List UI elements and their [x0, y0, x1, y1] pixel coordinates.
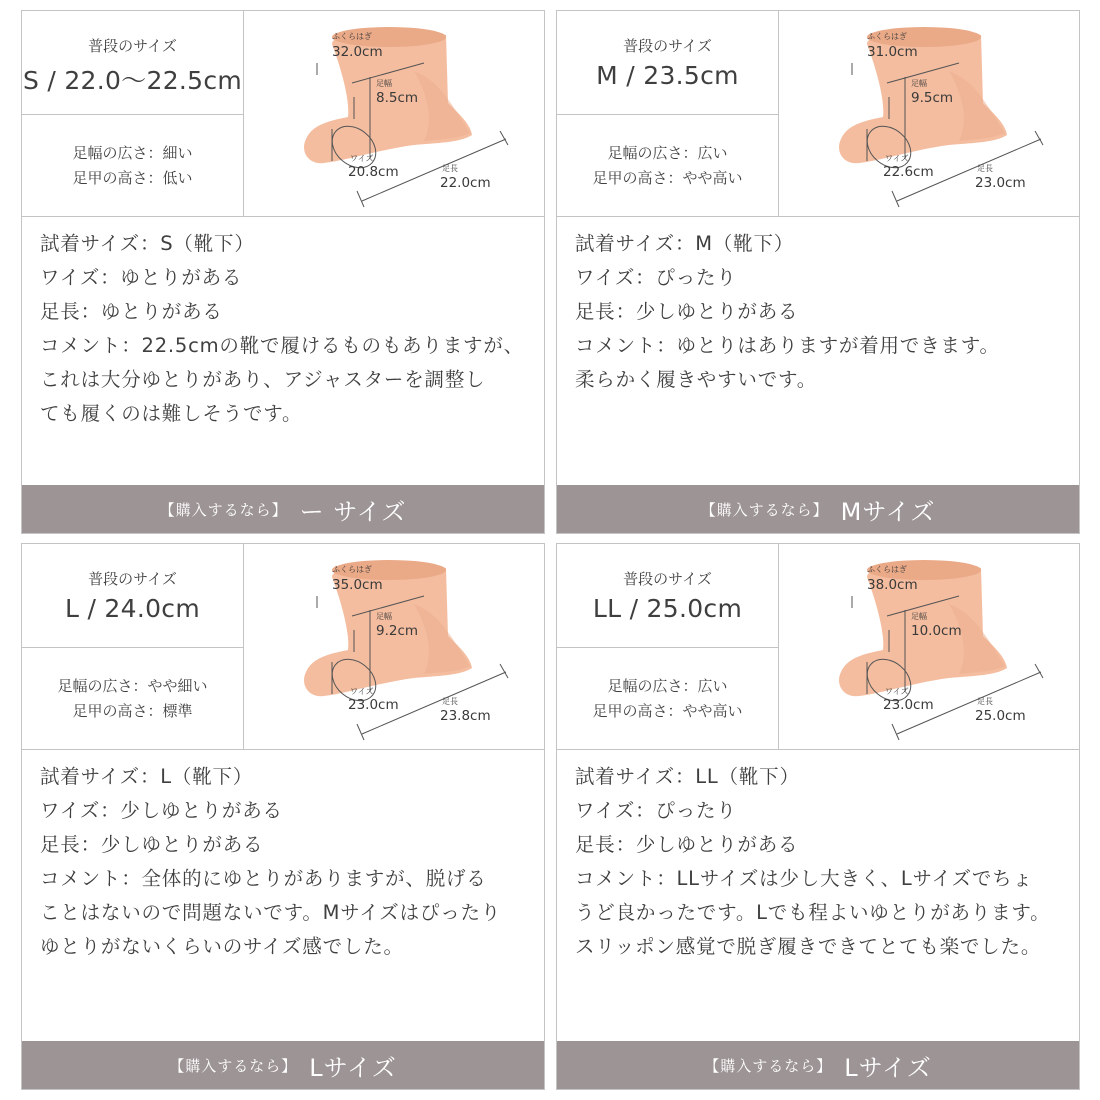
usual-size-box: [22, 11, 243, 115]
length-tick-end: [1035, 131, 1043, 145]
foot-illustration: [779, 544, 1079, 750]
foot-width-trait: 足幅の広さ：広い: [607, 677, 728, 695]
size-info-panel: [557, 11, 779, 217]
length-tick-start: [357, 191, 364, 207]
review-line: 試着サイズ：M（靴下）: [575, 232, 795, 255]
instep-height-trait: 足甲の高さ：低い: [72, 169, 193, 187]
review-line: 足長：少しゆとりがある: [40, 833, 264, 856]
purchase-prefix: 【購入するなら】: [169, 1056, 298, 1075]
foot-illustration: [244, 11, 544, 217]
review-line: ワイズ：ぴったり: [575, 799, 737, 822]
wise-value: 20.8cm: [348, 164, 399, 180]
usual-size-box: [557, 544, 778, 648]
purchase-prefix: 【購入するなら】: [159, 500, 288, 519]
purchase-recommendation-bar: [557, 485, 1079, 533]
fitting-review: [22, 217, 544, 431]
foot-width-caption: 足幅: [376, 612, 392, 621]
calf-caption: ふくらはぎ: [332, 32, 372, 41]
usual-size-value: L / 24.0cm: [64, 594, 200, 623]
review-line: これは大分ゆとりがあり、アジャスターを調整し: [40, 368, 486, 391]
length-tick-end: [500, 664, 508, 678]
foot-traits: [557, 115, 778, 217]
foot-traits: [557, 648, 778, 750]
review-line: コメント：LLサイズは少し大きく、Lサイズでちょ: [575, 867, 1033, 890]
usual-size-value: LL / 25.0cm: [592, 594, 743, 623]
size-card-s: [21, 10, 545, 534]
review-line: 試着サイズ：S（靴下）: [40, 232, 255, 255]
purchase-size: Lサイズ: [309, 1053, 397, 1082]
size-card-m: [556, 10, 1080, 534]
review-line: 足長：ゆとりがある: [40, 300, 223, 323]
review-line: スリッポン感覚で脱ぎ履きできてとても楽でした。: [575, 935, 1042, 958]
usual-size-label: 普段のサイズ: [88, 570, 177, 588]
foot-measurement-diagram: [779, 11, 1079, 217]
purchase-recommendation-bar: [22, 1041, 544, 1089]
review-line: 柔らかく履きやすいです。: [575, 368, 818, 391]
length-value: 23.8cm: [440, 708, 491, 724]
size-info-panel: [557, 544, 779, 750]
foot-measurement-diagram: [779, 544, 1079, 750]
foot-traits: [22, 115, 243, 217]
length-tick-start: [892, 191, 899, 207]
review-line: ゆとりがないくらいのサイズ感でした。: [40, 935, 404, 958]
usual-size-box: [557, 11, 778, 115]
calf-value: 38.0cm: [867, 577, 918, 593]
fitting-review: [22, 750, 544, 964]
calf-caption: ふくらはぎ: [867, 565, 907, 574]
purchase-size: ー サイズ: [299, 497, 407, 526]
review-line: 試着サイズ：LL（靴下）: [575, 765, 800, 788]
length-caption: 足長: [442, 697, 458, 706]
foot-width-caption: 足幅: [376, 79, 392, 88]
review-line: ことはないので問題ないです。Mサイズはぴったり: [40, 901, 502, 924]
size-info-panel: [22, 544, 244, 750]
foot-width-trait: 足幅の広さ：細い: [72, 144, 193, 162]
foot-measurement-diagram: [244, 11, 544, 217]
calf-value: 31.0cm: [867, 44, 918, 60]
wise-caption: ワイズ: [885, 687, 909, 696]
calf-caption: ふくらはぎ: [867, 32, 907, 41]
fitting-review: [557, 217, 1079, 397]
review-line: 足長：少しゆとりがある: [575, 300, 799, 323]
wise-caption: ワイズ: [885, 154, 909, 163]
size-card-ll: [556, 543, 1080, 1090]
purchase-size: Lサイズ: [844, 1053, 932, 1082]
length-caption: 足長: [977, 164, 993, 173]
size-card-l: [21, 543, 545, 1090]
length-tick-start: [892, 724, 899, 740]
foot-width-trait: 足幅の広さ：やや細い: [57, 677, 208, 695]
usual-size-label: 普段のサイズ: [623, 37, 712, 55]
foot-width-value: 9.5cm: [911, 90, 954, 106]
instep-height-trait: 足甲の高さ：やや高い: [592, 169, 743, 187]
review-line: ワイズ：ゆとりがある: [40, 266, 243, 289]
foot-width-value: 10.0cm: [911, 623, 962, 639]
wise-value: 23.0cm: [883, 697, 934, 713]
review-line: ワイズ：ぴったり: [575, 266, 737, 289]
review-line: 試着サイズ：L（靴下）: [40, 765, 254, 788]
review-line: コメント：ゆとりはありますが着用できます。: [575, 334, 1000, 357]
foot-traits: [22, 648, 243, 750]
foot-width-trait: 足幅の広さ：広い: [607, 144, 728, 162]
review-line: ワイズ：少しゆとりがある: [40, 799, 283, 822]
purchase-recommendation-bar: [557, 1041, 1079, 1089]
foot-width-value: 8.5cm: [376, 90, 419, 106]
wise-caption: ワイズ: [350, 154, 374, 163]
length-value: 22.0cm: [440, 175, 491, 191]
wise-value: 22.6cm: [883, 164, 934, 180]
length-value: 23.0cm: [975, 175, 1026, 191]
review-line: 足長：少しゆとりがある: [575, 833, 799, 856]
usual-size-value: S / 22.0〜22.5cm: [22, 66, 243, 95]
review-line: コメント：22.5cmの靴で履けるものもありますが、: [40, 334, 524, 357]
purchase-prefix: 【購入するなら】: [704, 1056, 833, 1075]
calf-value: 35.0cm: [332, 577, 383, 593]
wise-value: 23.0cm: [348, 697, 399, 713]
foot-illustration: [779, 11, 1079, 217]
foot-width-value: 9.2cm: [376, 623, 419, 639]
instep-height-trait: 足甲の高さ：標準: [72, 702, 193, 720]
length-caption: 足長: [442, 164, 458, 173]
length-tick-start: [357, 724, 364, 740]
length-value: 25.0cm: [975, 708, 1026, 724]
purchase-size: Mサイズ: [840, 497, 936, 526]
foot-measurement-diagram: [244, 544, 544, 750]
length-caption: 足長: [977, 697, 993, 706]
usual-size-box: [22, 544, 243, 648]
review-line: ても履くのは難しそうです。: [40, 402, 303, 425]
length-tick-end: [500, 131, 508, 145]
instep-height-trait: 足甲の高さ：やや高い: [592, 702, 743, 720]
review-line: うど良かったです。Lでも程よいゆとりがあります。: [575, 901, 1051, 924]
foot-width-caption: 足幅: [911, 79, 927, 88]
foot-illustration: [244, 544, 544, 750]
wise-caption: ワイズ: [350, 687, 374, 696]
usual-size-label: 普段のサイズ: [623, 570, 712, 588]
calf-value: 32.0cm: [332, 44, 383, 60]
purchase-recommendation-bar: [22, 485, 544, 533]
foot-width-caption: 足幅: [911, 612, 927, 621]
purchase-prefix: 【購入するなら】: [700, 500, 829, 519]
usual-size-label: 普段のサイズ: [88, 37, 177, 55]
fitting-review: [557, 750, 1079, 964]
usual-size-value: M / 23.5cm: [596, 61, 739, 90]
length-tick-end: [1035, 664, 1043, 678]
size-info-panel: [22, 11, 244, 217]
review-line: コメント：全体的にゆとりがありますが、脱げる: [40, 867, 487, 890]
calf-caption: ふくらはぎ: [332, 565, 372, 574]
